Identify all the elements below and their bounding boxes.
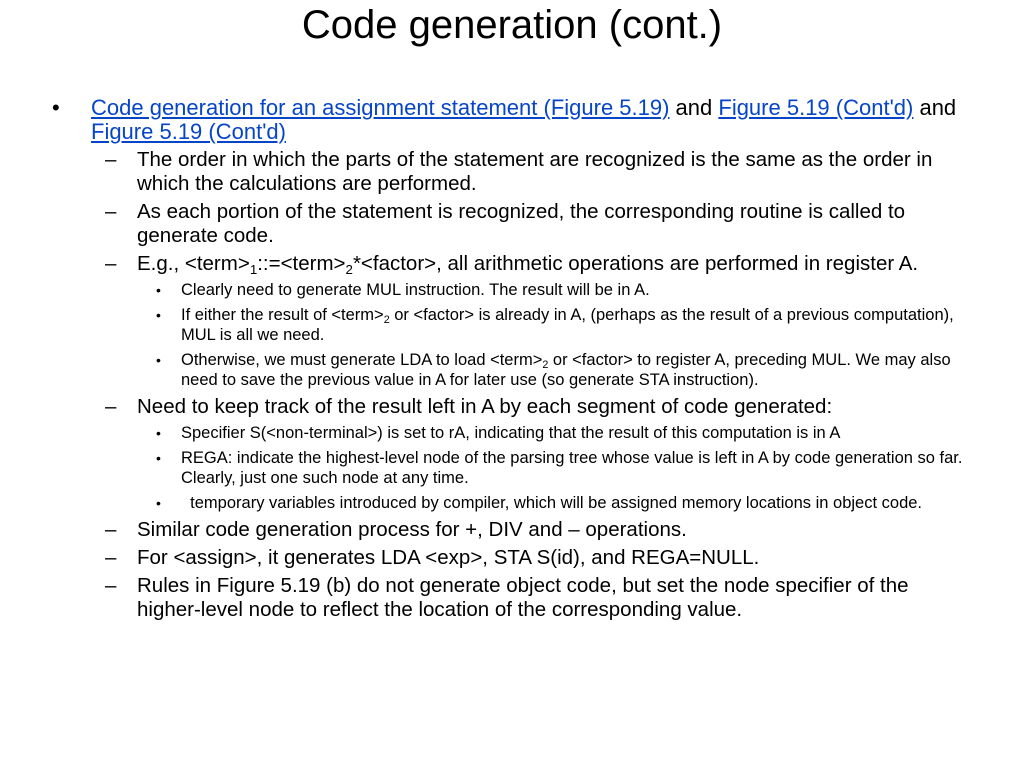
detail-item-specifier (52, 423, 972, 443)
sub-item-track (52, 395, 972, 419)
dash-marker: – (105, 574, 117, 597)
small-bullet-marker: • (156, 495, 161, 511)
dash-marker: – (105, 546, 117, 569)
link-figure-5-19[interactable]: Code generation for an assignment statement (Figure 5.19) (91, 95, 670, 120)
sub-item-example (52, 252, 972, 276)
subscript: 2 (383, 314, 390, 327)
small-bullet-marker: • (156, 307, 161, 323)
bullet-item (52, 96, 972, 144)
sub-item-rules (52, 574, 972, 622)
slide-title: Code generation (cont.) (301, 3, 723, 47)
small-bullet-marker: • (156, 450, 161, 466)
detail-text-part: If either the result of <term> (181, 306, 384, 324)
detail-item-mul (52, 280, 972, 300)
small-bullet-marker: • (156, 282, 161, 298)
small-bullet-marker: • (156, 352, 161, 368)
dash-marker: – (105, 252, 117, 275)
subscript: 2 (542, 359, 549, 372)
detail-item-rega (52, 448, 972, 488)
bullet-marker: • (52, 95, 60, 120)
sub-item-text: Rules in Figure 5.19 (b) do not generate object code, but set the node specifier of the higher-level node to reflect the location of the corresponding value. (137, 574, 909, 621)
subscript: 2 (345, 261, 353, 277)
sub-item-text: For <assign>, it generates LDA <exp>, STA S(id), and REGA=NULL. (137, 546, 760, 569)
detail-item-otherwise (52, 350, 972, 390)
sub-item-text: The order in which the parts of the statement are recognized is the same as the order in which the calculations are performed. (137, 148, 933, 195)
link-figure-5-19-contd-2[interactable]: Figure 5.19 (Cont'd) (91, 119, 286, 144)
detail-text: Clearly need to generate MUL instruction. The result will be in A. (181, 281, 650, 299)
dash-marker: – (105, 395, 117, 418)
dash-marker: – (105, 148, 117, 171)
detail-text-part: or <factor> is already in A, (perhaps as the result of a previous computation), MUL is all we need. (181, 306, 954, 344)
sub-item-assign (52, 546, 972, 570)
sub-item-order (52, 148, 972, 196)
detail-item-either (52, 305, 972, 345)
detail-text: Specifier S(<non-terminal>) is set to rA, indicating that the result of this computation is in A (181, 424, 841, 442)
sub-item-portion (52, 200, 972, 248)
subscript: 1 (249, 261, 258, 277)
slide-body (52, 96, 972, 626)
small-bullet-marker: • (156, 425, 161, 441)
example-text-part: *<factor>, all arithmetic operations are performed in register A. (352, 252, 919, 275)
dash-marker: – (105, 518, 117, 541)
example-text-part: ::=<term> (257, 252, 346, 275)
detail-text: temporary variables introduced by compiler, which will be assigned memory locations in object code. (181, 494, 923, 512)
connector-text: and (669, 95, 719, 120)
detail-text: REGA: indicate the highest-level node of the parsing tree whose value is left in A by code generation so far. Clearly, just one such node at any time. (181, 449, 963, 487)
connector-text: and (913, 95, 957, 120)
sub-item-text: Similar code generation process for +, DIV and – operations. (137, 518, 687, 541)
sub-item-text: As each portion of the statement is recognized, the corresponding routine is called to generate code. (137, 200, 906, 247)
link-figure-5-19-contd[interactable]: Figure 5.19 (Cont'd) (718, 95, 914, 120)
sub-item-similar (52, 518, 972, 542)
dash-marker: – (105, 200, 117, 223)
sub-item-text: Need to keep track of the result left in A by each segment of code generated: (137, 395, 833, 418)
detail-text-part: or <factor> to register A, preceding MUL. We may also need to save the previous value in A for later use (so generate STA instruction). (181, 351, 951, 389)
example-text-part: E.g., <term> (137, 252, 250, 275)
detail-item-temporary (52, 493, 972, 513)
detail-text-part: Otherwise, we must generate LDA to load <term> (181, 351, 543, 369)
